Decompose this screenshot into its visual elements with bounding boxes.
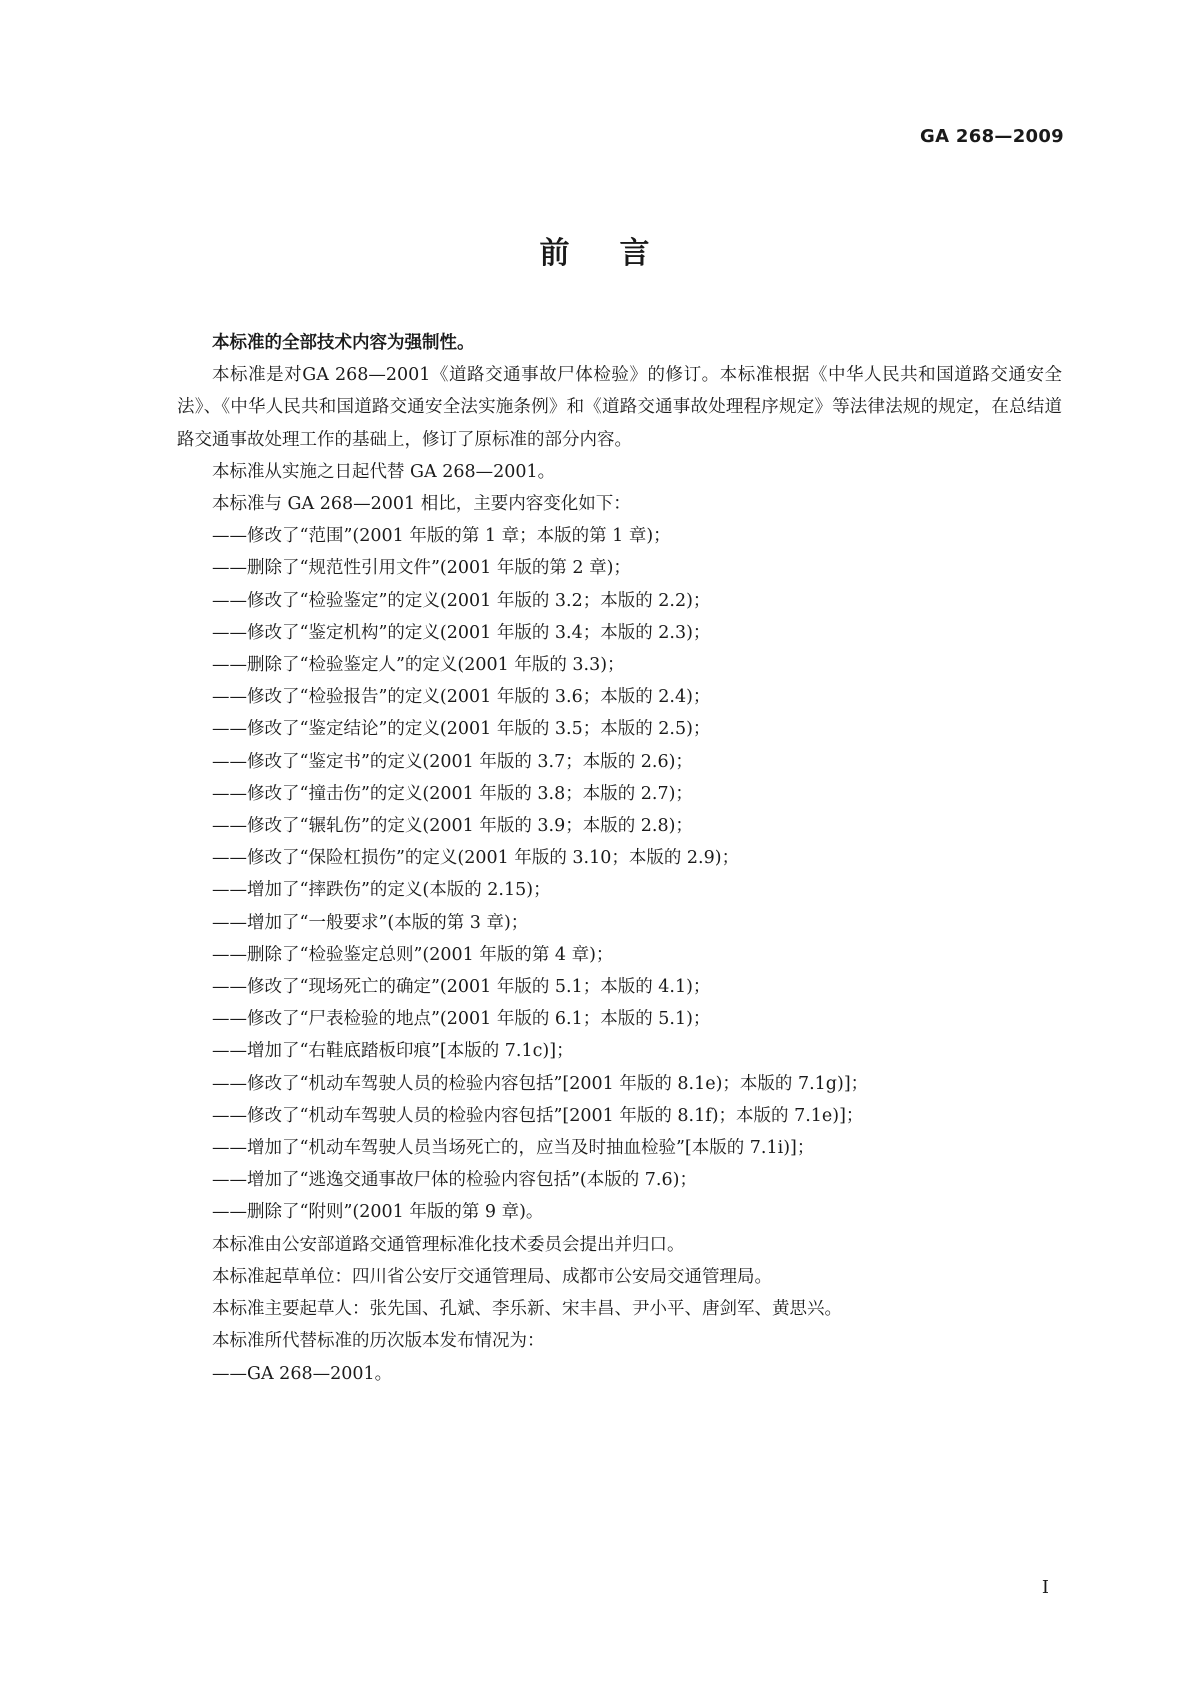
change-item: ——修改了“检验报告”的定义(2001 年版的 3.6；本版的 2.4)；: [212, 687, 711, 708]
change-item: ——增加了“摔跌伤”的定义(本版的 2.15)；: [212, 880, 551, 901]
change-item: ——修改了“鉴定结论”的定义(2001 年版的 3.5；本版的 2.5)；: [212, 719, 711, 740]
change-item: ——修改了“检验鉴定”的定义(2001 年版的 3.2；本版的 2.2)；: [212, 590, 711, 611]
page-number: I: [1041, 1577, 1049, 1598]
page-title: [0, 228, 1191, 272]
drafters-paragraph: 本标准主要起草人：张先国、孔斌、李乐新、宋丰昌、尹小平、唐剑军、黄思兴。: [212, 1299, 842, 1320]
standard-code: GA 268—2009: [920, 126, 1064, 147]
change-item: ——修改了“撞击伤”的定义(2001 年版的 3.8；本版的 2.7)；: [212, 783, 693, 804]
change-item: ——增加了“机动车驾驶人员当场死亡的，应当及时抽血检验”[本版的 7.1i)]；: [212, 1138, 815, 1159]
history-item: ——GA 268—2001。: [212, 1363, 393, 1384]
revision-paragraph: 本标准是对GA 268—2001《道路交通事故尸体检验》的修订。本标准根据《中华人民共和国道路交通安全法》、《中华人民共和国道路交通安全法实施条例》和《道路交通事故处理程序规定》等法律法规的规定，在总结道路交通事故处理工作的基础上，修订了原标准的部分内容。: [177, 365, 1062, 450]
change-item: ——修改了“鉴定机构”的定义(2001 年版的 3.4；本版的 2.3)；: [212, 622, 711, 643]
change-item: ——修改了“现场死亡的确定”(2001 年版的 5.1；本版的 4.1)；: [212, 977, 711, 998]
change-item: ——修改了“保险杠损伤”的定义(2001 年版的 3.10；本版的 2.9)；: [212, 848, 740, 869]
change-item: ——删除了“检验鉴定总则”(2001 年版的第 4 章)；: [212, 944, 614, 965]
change-item: ——修改了“尸表检验的地点”(2001 年版的 6.1；本版的 5.1)；: [212, 1009, 711, 1030]
change-item: ——修改了“鉴定书”的定义(2001 年版的 3.7；本版的 2.6)；: [212, 751, 693, 772]
replacement-paragraph: 本标准从实施之日起代替 GA 268—2001。: [212, 461, 556, 482]
title-char-1: 前: [539, 236, 572, 271]
change-item: ——增加了“逃逸交通事故尸体的检验内容包括”(本版的 7.6)；: [212, 1170, 697, 1191]
change-item: ——删除了“检验鉴定人”的定义(2001 年版的 3.3)；: [212, 655, 625, 676]
changes-intro: 本标准与 GA 268—2001 相比，主要内容变化如下：: [212, 494, 631, 515]
drafting-units-paragraph: 本标准起草单位：四川省公安厅交通管理局、成都市公安局交通管理局。: [212, 1266, 772, 1287]
change-item: ——删除了“附则”(2001 年版的第 9 章)。: [212, 1202, 544, 1223]
mandatory-statement: 本标准的全部技术内容为强制性。: [212, 333, 475, 353]
title-char-2: 言: [619, 236, 652, 271]
change-item: ——删除了“规范性引用文件”(2001 年版的第 2 章)；: [212, 558, 631, 579]
change-item: ——修改了“范围”(2001 年版的第 1 章；本版的第 1 章)；: [212, 526, 671, 547]
history-intro: 本标准所代替标准的历次版本发布情况为：: [212, 1331, 545, 1352]
change-item: ——增加了“右鞋底踏板印痕”[本版的 7.1c)]；: [212, 1041, 574, 1062]
change-item: ——修改了“辗轧伤”的定义(2001 年版的 3.9；本版的 2.8)；: [212, 816, 693, 837]
change-item: ——修改了“机动车驾驶人员的检验内容包括”[2001 年版的 8.1e)；本版的 7.1g)]；: [212, 1073, 869, 1094]
change-item: ——增加了“一般要求”(本版的第 3 章)；: [212, 912, 529, 933]
proposer-paragraph: 本标准由公安部道路交通管理标准化技术委员会提出并归口。: [212, 1234, 685, 1255]
change-item: ——修改了“机动车驾驶人员的检验内容包括”[2001 年版的 8.1f)；本版的 7.1e)]；: [212, 1105, 864, 1126]
foreword-body: [177, 327, 1062, 1390]
